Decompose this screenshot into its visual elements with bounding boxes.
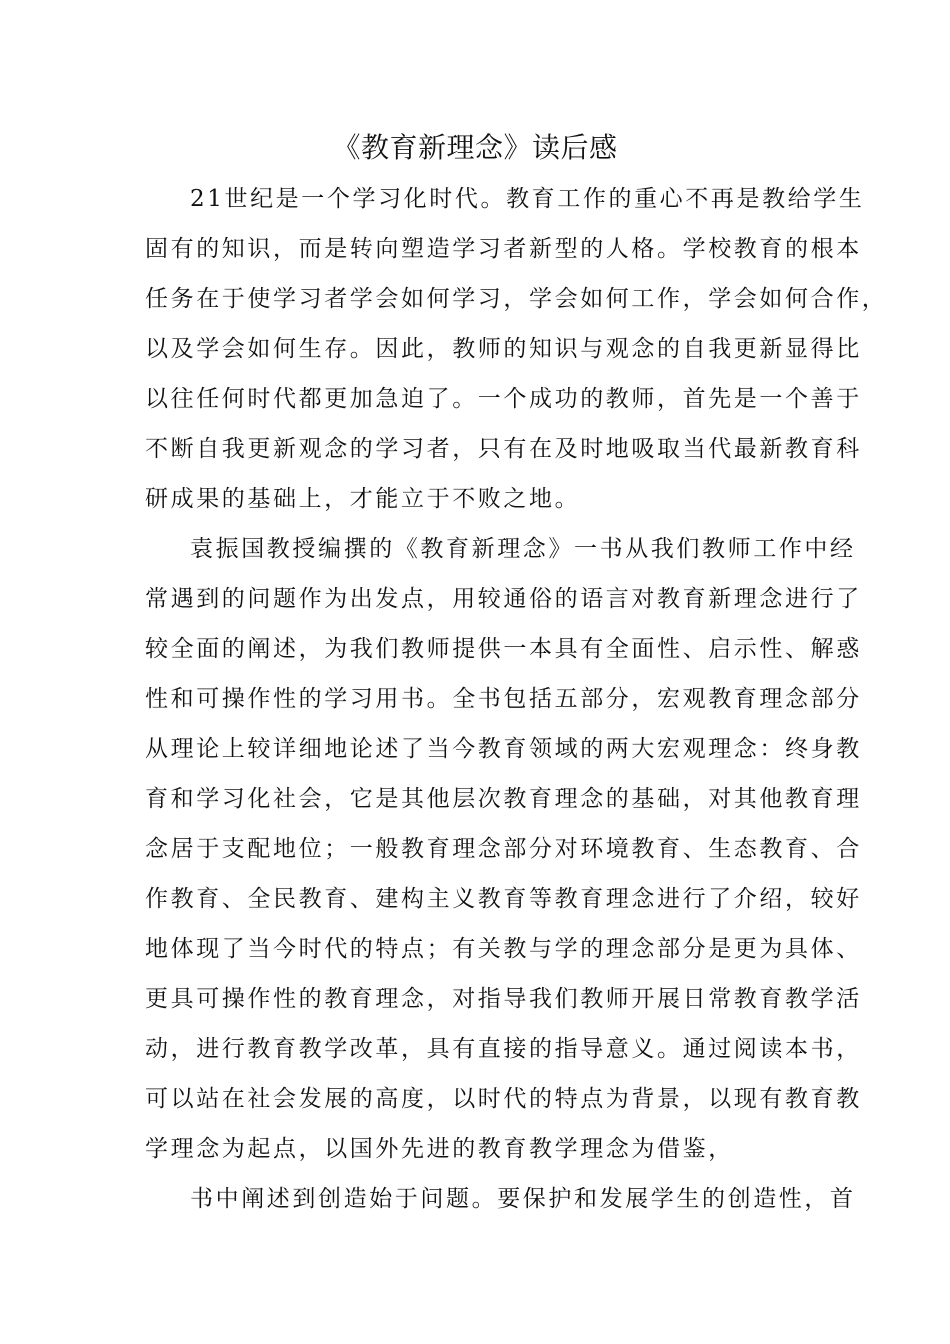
paragraph-2-line-10: 更具可操作性的教育理念，对指导我们教师开展日常教育教学活 [145, 986, 862, 1012]
paragraph-2-line-8: 作教育、全民教育、建构主义教育等教育理念进行了介绍，较好 [145, 886, 862, 912]
paragraph-1-line-6: 不断自我更新观念的学习者，只有在及时地吸取当代最新教育科 [145, 436, 862, 462]
paragraph-3-line-1: 书中阐述到创造始于问题。要保护和发展学生的创造性，首 [190, 1186, 856, 1212]
paragraph-2-line-6: 育和学习化社会，它是其他层次教育理念的基础，对其他教育理 [145, 786, 862, 812]
paragraph-2-line-7: 念居于支配地位；一般教育理念部分对环境教育、生态教育、合 [145, 836, 862, 862]
paragraph-2-line-3: 较全面的阐述，为我们教师提供一本具有全面性、启示性、解惑 [145, 636, 862, 662]
paragraph-1-line-1: 21世纪是一个学习化时代。教育工作的重心不再是教给学生 [190, 186, 865, 212]
paragraph-1-line-7: 研成果的基础上，才能立于不败之地。 [145, 486, 581, 512]
paragraph-1-line-5: 以往任何时代都更加急迫了。一个成功的教师，首先是一个善于 [145, 386, 862, 412]
paragraph-1-line-3: 任务在于使学习者学会如何学习，学会如何工作，学会如何合作， [145, 286, 888, 312]
paragraph-2-line-1: 袁振国教授编撰的《教育新理念》一书从我们教师工作中经 [190, 536, 856, 562]
paragraph-1-line-4: 以及学会如何生存。因此，教师的知识与观念的自我更新显得比 [145, 336, 862, 362]
paragraph-2-line-4: 性和可操作性的学习用书。全书包括五部分，宏观教育理念部分 [145, 686, 862, 712]
paragraph-2-line-13: 学理念为起点，以国外先进的教育教学理念为借鉴， [145, 1136, 734, 1162]
paragraph-1-line-2: 固有的知识，而是转向塑造学习者新型的人格。学校教育的根本 [145, 236, 862, 262]
paragraph-2-line-2: 常遇到的问题作为出发点，用较通俗的语言对教育新理念进行了 [145, 586, 862, 612]
document-title: 《教育新理念》读后感 [332, 131, 618, 164]
paragraph-2-line-12: 可以站在社会发展的高度，以时代的特点为背景，以现有教育教 [145, 1086, 862, 1112]
paragraph-2-line-11: 动，进行教育教学改革，具有直接的指导意义。通过阅读本书， [145, 1036, 862, 1062]
paragraph-2-line-5: 从理论上较详细地论述了当今教育领域的两大宏观理念：终身教 [145, 736, 862, 762]
paragraph-2-line-9: 地体现了当今时代的特点；有关教与学的理念部分是更为具体、 [145, 936, 862, 962]
